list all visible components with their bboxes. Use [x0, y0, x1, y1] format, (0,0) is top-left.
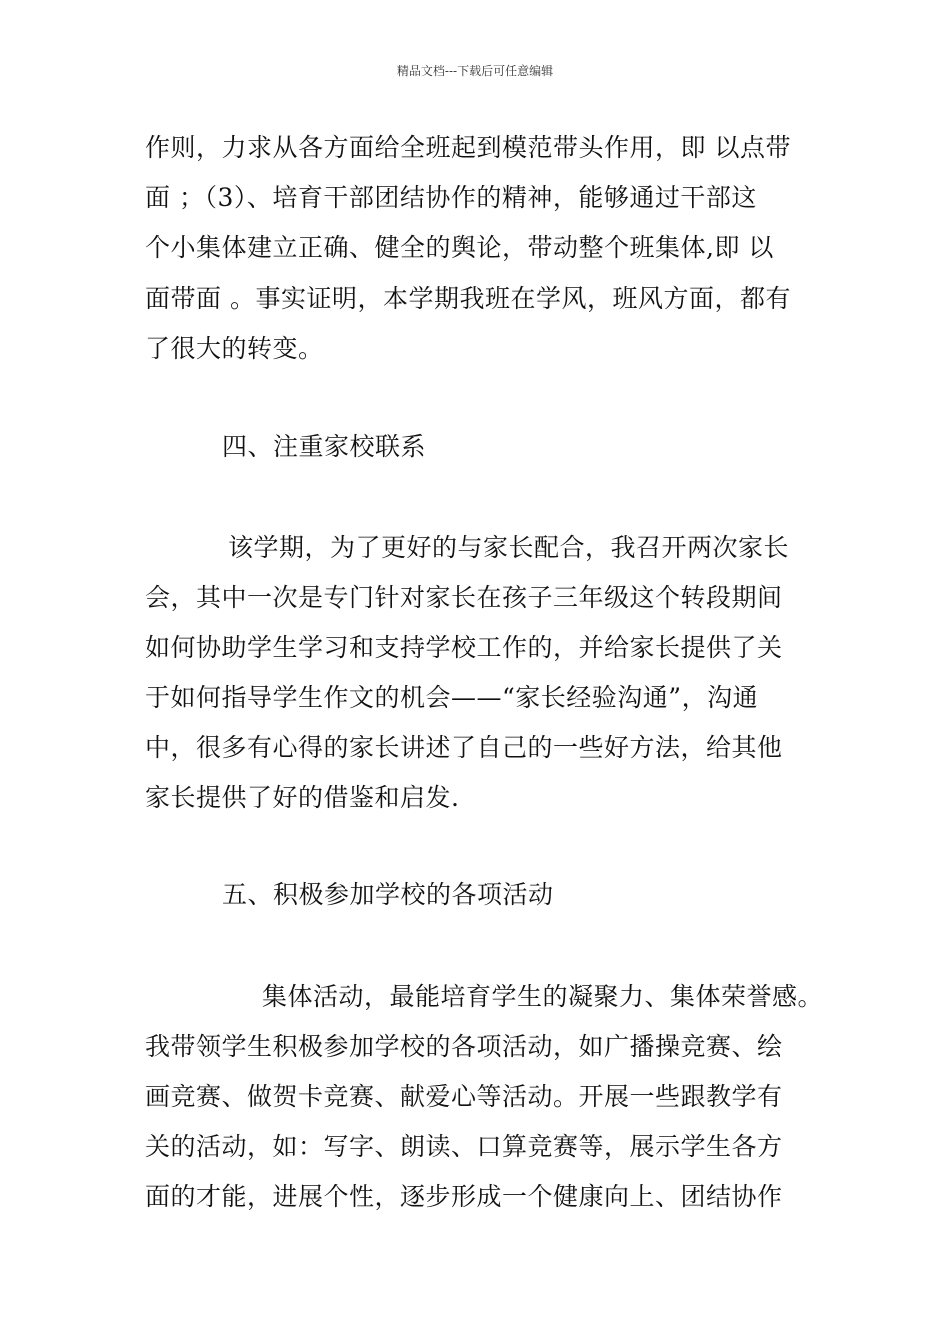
paragraph-line: 于如何指导学生作文的机会——“家长经验沟通”，沟通 [145, 683, 759, 712]
paragraph-line: 面 ；（3）、培育干部团结协作的精神，能够通过干部这 [145, 183, 757, 212]
paragraph-line: 会，其中一次是专门针对家长在孩子三年级这个转段期间 [145, 583, 783, 612]
paragraph-line: 集体活动，最能培育学生的凝聚力、集体荣誉感。 [262, 982, 824, 1011]
section-heading: 五、积极参加学校的各项活动 [222, 880, 554, 909]
paragraph-line: 面带面 。事实证明，本学期我班在学风，班风方面，都有 [145, 284, 791, 313]
paragraph-line: 中，很多有心得的家长讲述了自己的一些好方法，给其他 [145, 733, 783, 762]
paragraph-line: 关的活动，如：写字、朗读、口算竞赛等，展示学生各方 [145, 1132, 783, 1161]
paragraph-line: 了很大的转变。 [145, 334, 324, 363]
paragraph-line: 画竞赛、做贺卡竞赛、献爱心等活动。开展一些跟教学有 [145, 1082, 783, 1111]
paragraph-line: 我带领学生积极参加学校的各项活动，如广播操竞赛、绘 [145, 1032, 783, 1061]
paragraph-line: 面的才能，进展个性，逐步形成一个健康向上、团结协作 [145, 1182, 783, 1211]
paragraph-line: 该学期，为了更好的与家长配合，我召开两次家长 [228, 533, 790, 562]
page-header: 精品文档---下载后可任意编辑 [396, 64, 554, 78]
paragraph-line: 个小集体建立正确、健全的舆论，带动整个班集体,即 以 [145, 233, 774, 262]
paragraph-line: 如何协助学生学习和支持学校工作的，并给家长提供了关 [145, 633, 783, 662]
section-heading: 四、注重家校联系 [222, 432, 427, 461]
paragraph-line: 家长提供了好的借鉴和启发. [145, 783, 460, 812]
paragraph-line: 作则，力求从各方面给全班起到模范带头作用，即 以点带 [145, 133, 791, 162]
